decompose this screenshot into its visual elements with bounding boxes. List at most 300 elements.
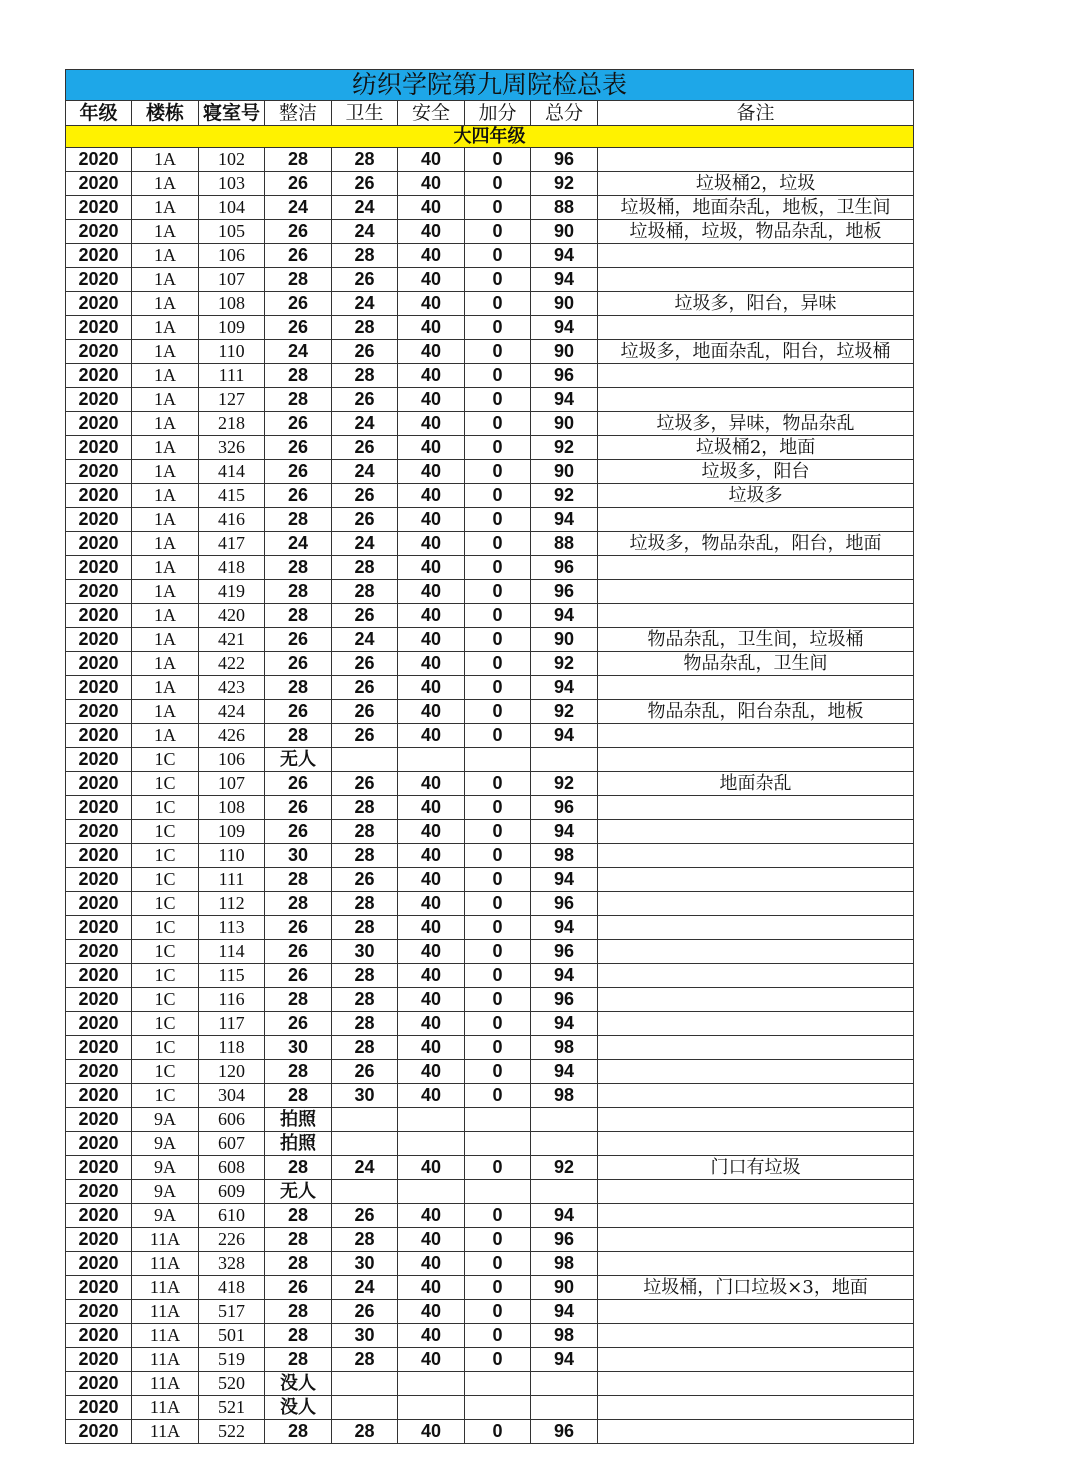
- cell-bonus[interactable]: 0: [465, 484, 531, 508]
- cell-tidiness[interactable]: 30: [265, 1036, 332, 1060]
- cell-remarks[interactable]: 垃圾多，阳台，异味: [598, 292, 914, 316]
- cell-total[interactable]: 94: [531, 508, 598, 532]
- cell-remarks[interactable]: 垃圾多，物品杂乱，阳台，地面: [598, 532, 914, 556]
- cell-bonus[interactable]: 0: [465, 556, 531, 580]
- cell-grade[interactable]: 2020: [66, 892, 132, 916]
- cell-room[interactable]: 102: [199, 148, 265, 172]
- header-cell-remarks[interactable]: 备注: [598, 101, 914, 126]
- header-cell-bonus[interactable]: 加分: [465, 101, 531, 126]
- cell-remarks[interactable]: [598, 580, 914, 604]
- cell-hygiene[interactable]: 28: [332, 244, 398, 268]
- cell-total[interactable]: 90: [531, 412, 598, 436]
- cell-hygiene[interactable]: 26: [332, 388, 398, 412]
- cell-safety[interactable]: 40: [398, 796, 465, 820]
- cell-total[interactable]: 94: [531, 724, 598, 748]
- cell-remarks[interactable]: [598, 1108, 914, 1132]
- cell-remarks[interactable]: [598, 892, 914, 916]
- header-cell-room[interactable]: 寝室号: [199, 101, 265, 126]
- cell-safety[interactable]: 40: [398, 556, 465, 580]
- cell-hygiene[interactable]: 28: [332, 964, 398, 988]
- cell-remarks[interactable]: [598, 244, 914, 268]
- cell-grade[interactable]: 2020: [66, 340, 132, 364]
- cell-safety[interactable]: 40: [398, 1300, 465, 1324]
- cell-safety[interactable]: [398, 1132, 465, 1156]
- cell-grade[interactable]: 2020: [66, 1228, 132, 1252]
- cell-tidiness[interactable]: 28: [265, 1420, 332, 1444]
- cell-tidiness[interactable]: 28: [265, 1324, 332, 1348]
- cell-building[interactable]: 11A: [132, 1300, 199, 1324]
- cell-room[interactable]: 106: [199, 748, 265, 772]
- cell-bonus[interactable]: 0: [465, 436, 531, 460]
- cell-grade[interactable]: 2020: [66, 700, 132, 724]
- cell-total[interactable]: [531, 1108, 598, 1132]
- cell-grade[interactable]: 2020: [66, 1204, 132, 1228]
- cell-hygiene[interactable]: 26: [332, 484, 398, 508]
- cell-total[interactable]: 88: [531, 196, 598, 220]
- cell-safety[interactable]: 40: [398, 1252, 465, 1276]
- cell-room[interactable]: 426: [199, 724, 265, 748]
- cell-remarks[interactable]: [598, 964, 914, 988]
- cell-bonus[interactable]: 0: [465, 1012, 531, 1036]
- cell-total[interactable]: 94: [531, 916, 598, 940]
- cell-remarks[interactable]: [598, 1396, 914, 1420]
- cell-safety[interactable]: 40: [398, 580, 465, 604]
- cell-tidiness[interactable]: 26: [265, 436, 332, 460]
- cell-grade[interactable]: 2020: [66, 724, 132, 748]
- cell-hygiene[interactable]: 24: [332, 196, 398, 220]
- cell-building[interactable]: 1A: [132, 292, 199, 316]
- cell-remarks[interactable]: [598, 916, 914, 940]
- cell-hygiene[interactable]: 26: [332, 340, 398, 364]
- cell-building[interactable]: 1A: [132, 412, 199, 436]
- cell-room[interactable]: 109: [199, 316, 265, 340]
- cell-safety[interactable]: 40: [398, 1276, 465, 1300]
- cell-grade[interactable]: 2020: [66, 196, 132, 220]
- cell-tidiness[interactable]: 28: [265, 1204, 332, 1228]
- cell-safety[interactable]: 40: [398, 1084, 465, 1108]
- cell-building[interactable]: 1C: [132, 1084, 199, 1108]
- cell-building[interactable]: 1C: [132, 844, 199, 868]
- cell-safety[interactable]: 40: [398, 460, 465, 484]
- cell-room[interactable]: 112: [199, 892, 265, 916]
- cell-hygiene[interactable]: 26: [332, 868, 398, 892]
- cell-remarks[interactable]: [598, 604, 914, 628]
- cell-building[interactable]: 11A: [132, 1372, 199, 1396]
- cell-remarks[interactable]: [598, 1372, 914, 1396]
- cell-total[interactable]: 96: [531, 580, 598, 604]
- cell-total[interactable]: 92: [531, 172, 598, 196]
- cell-building[interactable]: 1A: [132, 148, 199, 172]
- cell-grade[interactable]: 2020: [66, 772, 132, 796]
- cell-remarks[interactable]: 物品杂乱，阳台杂乱，地板: [598, 700, 914, 724]
- cell-remarks[interactable]: [598, 268, 914, 292]
- cell-hygiene[interactable]: 24: [332, 292, 398, 316]
- cell-safety[interactable]: 40: [398, 604, 465, 628]
- cell-safety[interactable]: 40: [398, 244, 465, 268]
- cell-tidiness[interactable]: 26: [265, 460, 332, 484]
- cell-tidiness[interactable]: 没人: [265, 1372, 332, 1396]
- cell-room[interactable]: 104: [199, 196, 265, 220]
- cell-bonus[interactable]: [465, 1372, 531, 1396]
- cell-tidiness[interactable]: 28: [265, 1252, 332, 1276]
- cell-bonus[interactable]: 0: [465, 508, 531, 532]
- cell-total[interactable]: [531, 748, 598, 772]
- cell-safety[interactable]: 40: [398, 988, 465, 1012]
- cell-remarks[interactable]: [598, 316, 914, 340]
- cell-grade[interactable]: 2020: [66, 652, 132, 676]
- cell-bonus[interactable]: 0: [465, 1252, 531, 1276]
- cell-bonus[interactable]: 0: [465, 268, 531, 292]
- cell-hygiene[interactable]: [332, 1108, 398, 1132]
- cell-room[interactable]: 606: [199, 1108, 265, 1132]
- cell-building[interactable]: 9A: [132, 1180, 199, 1204]
- cell-grade[interactable]: 2020: [66, 1084, 132, 1108]
- cell-safety[interactable]: 40: [398, 220, 465, 244]
- cell-total[interactable]: 90: [531, 460, 598, 484]
- cell-grade[interactable]: 2020: [66, 436, 132, 460]
- cell-bonus[interactable]: 0: [465, 1324, 531, 1348]
- cell-safety[interactable]: 40: [398, 340, 465, 364]
- cell-safety[interactable]: 40: [398, 484, 465, 508]
- cell-hygiene[interactable]: 24: [332, 412, 398, 436]
- cell-bonus[interactable]: 0: [465, 892, 531, 916]
- cell-remarks[interactable]: [598, 724, 914, 748]
- cell-building[interactable]: 11A: [132, 1420, 199, 1444]
- cell-room[interactable]: 105: [199, 220, 265, 244]
- cell-grade[interactable]: 2020: [66, 676, 132, 700]
- cell-room[interactable]: 607: [199, 1132, 265, 1156]
- cell-hygiene[interactable]: 28: [332, 1420, 398, 1444]
- cell-hygiene[interactable]: 24: [332, 628, 398, 652]
- cell-hygiene[interactable]: 26: [332, 1204, 398, 1228]
- cell-tidiness[interactable]: 26: [265, 628, 332, 652]
- cell-room[interactable]: 107: [199, 268, 265, 292]
- cell-grade[interactable]: 2020: [66, 388, 132, 412]
- cell-grade[interactable]: 2020: [66, 1132, 132, 1156]
- cell-total[interactable]: 94: [531, 1012, 598, 1036]
- cell-grade[interactable]: 2020: [66, 796, 132, 820]
- cell-remarks[interactable]: [598, 1084, 914, 1108]
- cell-remarks[interactable]: 垃圾桶，垃圾，物品杂乱，地板: [598, 220, 914, 244]
- cell-grade[interactable]: 2020: [66, 1108, 132, 1132]
- cell-hygiene[interactable]: 24: [332, 220, 398, 244]
- cell-hygiene[interactable]: 28: [332, 1012, 398, 1036]
- cell-remarks[interactable]: [598, 1036, 914, 1060]
- cell-total[interactable]: 98: [531, 1324, 598, 1348]
- cell-total[interactable]: 94: [531, 244, 598, 268]
- cell-bonus[interactable]: 0: [465, 796, 531, 820]
- cell-tidiness[interactable]: 26: [265, 316, 332, 340]
- cell-room[interactable]: 115: [199, 964, 265, 988]
- cell-grade[interactable]: 2020: [66, 1348, 132, 1372]
- cell-room[interactable]: 501: [199, 1324, 265, 1348]
- cell-room[interactable]: 304: [199, 1084, 265, 1108]
- cell-safety[interactable]: 40: [398, 316, 465, 340]
- cell-building[interactable]: 11A: [132, 1228, 199, 1252]
- cell-room[interactable]: 610: [199, 1204, 265, 1228]
- cell-safety[interactable]: 40: [398, 268, 465, 292]
- cell-remarks[interactable]: 物品杂乱，卫生间: [598, 652, 914, 676]
- cell-hygiene[interactable]: 28: [332, 1348, 398, 1372]
- cell-safety[interactable]: 40: [398, 1204, 465, 1228]
- cell-remarks[interactable]: [598, 508, 914, 532]
- cell-building[interactable]: 1C: [132, 940, 199, 964]
- header-cell-tidiness[interactable]: 整洁: [265, 101, 332, 126]
- cell-room[interactable]: 111: [199, 364, 265, 388]
- cell-grade[interactable]: 2020: [66, 412, 132, 436]
- cell-hygiene[interactable]: 26: [332, 604, 398, 628]
- cell-grade[interactable]: 2020: [66, 988, 132, 1012]
- cell-safety[interactable]: 40: [398, 364, 465, 388]
- cell-building[interactable]: 11A: [132, 1252, 199, 1276]
- cell-hygiene[interactable]: 28: [332, 580, 398, 604]
- cell-tidiness[interactable]: 26: [265, 1276, 332, 1300]
- cell-room[interactable]: 422: [199, 652, 265, 676]
- cell-bonus[interactable]: [465, 1132, 531, 1156]
- cell-hygiene[interactable]: [332, 1132, 398, 1156]
- cell-remarks[interactable]: 物品杂乱，卫生间，垃圾桶: [598, 628, 914, 652]
- cell-room[interactable]: 417: [199, 532, 265, 556]
- cell-remarks[interactable]: [598, 1300, 914, 1324]
- cell-total[interactable]: 92: [531, 436, 598, 460]
- cell-bonus[interactable]: 0: [465, 220, 531, 244]
- cell-building[interactable]: 1A: [132, 580, 199, 604]
- cell-safety[interactable]: 40: [398, 196, 465, 220]
- cell-hygiene[interactable]: 28: [332, 988, 398, 1012]
- cell-grade[interactable]: 2020: [66, 244, 132, 268]
- cell-total[interactable]: 90: [531, 1276, 598, 1300]
- cell-tidiness[interactable]: 26: [265, 292, 332, 316]
- cell-hygiene[interactable]: 28: [332, 916, 398, 940]
- cell-safety[interactable]: 40: [398, 724, 465, 748]
- cell-safety[interactable]: 40: [398, 172, 465, 196]
- cell-total[interactable]: 94: [531, 316, 598, 340]
- cell-tidiness[interactable]: 28: [265, 508, 332, 532]
- header-cell-safety[interactable]: 安全: [398, 101, 465, 126]
- cell-bonus[interactable]: 0: [465, 820, 531, 844]
- cell-room[interactable]: 418: [199, 556, 265, 580]
- cell-remarks[interactable]: [598, 748, 914, 772]
- cell-bonus[interactable]: 0: [465, 172, 531, 196]
- cell-bonus[interactable]: 0: [465, 628, 531, 652]
- cell-room[interactable]: 419: [199, 580, 265, 604]
- cell-grade[interactable]: 2020: [66, 940, 132, 964]
- cell-hygiene[interactable]: 24: [332, 1276, 398, 1300]
- cell-room[interactable]: 110: [199, 844, 265, 868]
- cell-grade[interactable]: 2020: [66, 1036, 132, 1060]
- cell-remarks[interactable]: 地面杂乱: [598, 772, 914, 796]
- cell-total[interactable]: 90: [531, 292, 598, 316]
- cell-total[interactable]: 92: [531, 1156, 598, 1180]
- cell-room[interactable]: 418: [199, 1276, 265, 1300]
- cell-bonus[interactable]: 0: [465, 916, 531, 940]
- cell-grade[interactable]: 2020: [66, 1276, 132, 1300]
- cell-building[interactable]: 1C: [132, 988, 199, 1012]
- cell-tidiness[interactable]: 28: [265, 1348, 332, 1372]
- cell-grade[interactable]: 2020: [66, 220, 132, 244]
- cell-safety[interactable]: [398, 1180, 465, 1204]
- cell-safety[interactable]: 40: [398, 940, 465, 964]
- cell-tidiness[interactable]: 拍照: [265, 1132, 332, 1156]
- cell-hygiene[interactable]: 28: [332, 844, 398, 868]
- cell-total[interactable]: 90: [531, 220, 598, 244]
- cell-bonus[interactable]: 0: [465, 196, 531, 220]
- cell-grade[interactable]: 2020: [66, 1252, 132, 1276]
- cell-room[interactable]: 120: [199, 1060, 265, 1084]
- cell-building[interactable]: 1A: [132, 508, 199, 532]
- cell-room[interactable]: 609: [199, 1180, 265, 1204]
- cell-safety[interactable]: 40: [398, 868, 465, 892]
- cell-room[interactable]: 113: [199, 916, 265, 940]
- cell-building[interactable]: 1A: [132, 532, 199, 556]
- cell-safety[interactable]: 40: [398, 652, 465, 676]
- cell-building[interactable]: 9A: [132, 1156, 199, 1180]
- cell-room[interactable]: 326: [199, 436, 265, 460]
- cell-safety[interactable]: 40: [398, 1324, 465, 1348]
- cell-total[interactable]: 94: [531, 676, 598, 700]
- cell-total[interactable]: 96: [531, 892, 598, 916]
- cell-building[interactable]: 1A: [132, 628, 199, 652]
- cell-safety[interactable]: [398, 1108, 465, 1132]
- cell-remarks[interactable]: 垃圾多，地面杂乱，阳台，垃圾桶: [598, 340, 914, 364]
- cell-room[interactable]: 424: [199, 700, 265, 724]
- cell-grade[interactable]: 2020: [66, 1156, 132, 1180]
- cell-safety[interactable]: 40: [398, 412, 465, 436]
- cell-bonus[interactable]: 0: [465, 604, 531, 628]
- cell-hygiene[interactable]: 26: [332, 772, 398, 796]
- cell-room[interactable]: 111: [199, 868, 265, 892]
- cell-building[interactable]: 1A: [132, 460, 199, 484]
- cell-safety[interactable]: 40: [398, 388, 465, 412]
- cell-total[interactable]: 98: [531, 1084, 598, 1108]
- cell-building[interactable]: 11A: [132, 1276, 199, 1300]
- cell-total[interactable]: 98: [531, 1252, 598, 1276]
- header-cell-grade[interactable]: 年级: [66, 101, 132, 126]
- cell-safety[interactable]: 40: [398, 292, 465, 316]
- cell-total[interactable]: 94: [531, 1060, 598, 1084]
- cell-room[interactable]: 110: [199, 340, 265, 364]
- cell-hygiene[interactable]: 28: [332, 820, 398, 844]
- cell-hygiene[interactable]: 30: [332, 1084, 398, 1108]
- cell-bonus[interactable]: 0: [465, 868, 531, 892]
- cell-tidiness[interactable]: 26: [265, 940, 332, 964]
- cell-total[interactable]: 94: [531, 868, 598, 892]
- cell-hygiene[interactable]: 28: [332, 364, 398, 388]
- cell-total[interactable]: 90: [531, 628, 598, 652]
- cell-bonus[interactable]: 0: [465, 676, 531, 700]
- cell-room[interactable]: 416: [199, 508, 265, 532]
- cell-remarks[interactable]: [598, 820, 914, 844]
- cell-hygiene[interactable]: 26: [332, 724, 398, 748]
- cell-building[interactable]: 1A: [132, 316, 199, 340]
- cell-bonus[interactable]: [465, 748, 531, 772]
- cell-grade[interactable]: 2020: [66, 316, 132, 340]
- cell-safety[interactable]: 40: [398, 148, 465, 172]
- cell-hygiene[interactable]: [332, 748, 398, 772]
- cell-grade[interactable]: 2020: [66, 964, 132, 988]
- cell-hygiene[interactable]: 26: [332, 172, 398, 196]
- cell-remarks[interactable]: [598, 388, 914, 412]
- cell-total[interactable]: 94: [531, 964, 598, 988]
- cell-building[interactable]: 1C: [132, 892, 199, 916]
- cell-tidiness[interactable]: 28: [265, 1228, 332, 1252]
- cell-grade[interactable]: 2020: [66, 844, 132, 868]
- cell-bonus[interactable]: 0: [465, 292, 531, 316]
- cell-grade[interactable]: 2020: [66, 628, 132, 652]
- cell-total[interactable]: 94: [531, 1348, 598, 1372]
- cell-room[interactable]: 109: [199, 820, 265, 844]
- cell-room[interactable]: 420: [199, 604, 265, 628]
- cell-tidiness[interactable]: 26: [265, 1012, 332, 1036]
- cell-grade[interactable]: 2020: [66, 580, 132, 604]
- cell-grade[interactable]: 2020: [66, 1324, 132, 1348]
- cell-hygiene[interactable]: 26: [332, 508, 398, 532]
- cell-room[interactable]: 108: [199, 292, 265, 316]
- cell-grade[interactable]: 2020: [66, 1420, 132, 1444]
- cell-total[interactable]: 92: [531, 772, 598, 796]
- cell-tidiness[interactable]: 26: [265, 172, 332, 196]
- cell-room[interactable]: 415: [199, 484, 265, 508]
- cell-hygiene[interactable]: 26: [332, 1300, 398, 1324]
- cell-hygiene[interactable]: 30: [332, 1324, 398, 1348]
- cell-room[interactable]: 116: [199, 988, 265, 1012]
- cell-remarks[interactable]: [598, 1420, 914, 1444]
- cell-tidiness[interactable]: 26: [265, 916, 332, 940]
- cell-hygiene[interactable]: 28: [332, 1228, 398, 1252]
- cell-tidiness[interactable]: 无人: [265, 1180, 332, 1204]
- cell-safety[interactable]: 40: [398, 820, 465, 844]
- cell-remarks[interactable]: 垃圾桶，地面杂乱，地板，卫生间: [598, 196, 914, 220]
- cell-total[interactable]: 90: [531, 340, 598, 364]
- cell-tidiness[interactable]: 28: [265, 580, 332, 604]
- cell-building[interactable]: 1A: [132, 724, 199, 748]
- cell-bonus[interactable]: 0: [465, 652, 531, 676]
- cell-remarks[interactable]: [598, 1180, 914, 1204]
- cell-hygiene[interactable]: 26: [332, 676, 398, 700]
- cell-total[interactable]: 96: [531, 796, 598, 820]
- cell-bonus[interactable]: 0: [465, 844, 531, 868]
- cell-remarks[interactable]: [598, 796, 914, 820]
- cell-grade[interactable]: 2020: [66, 148, 132, 172]
- cell-tidiness[interactable]: 26: [265, 772, 332, 796]
- cell-bonus[interactable]: [465, 1108, 531, 1132]
- cell-total[interactable]: [531, 1132, 598, 1156]
- section-label[interactable]: 大四年级: [66, 126, 914, 148]
- cell-grade[interactable]: 2020: [66, 868, 132, 892]
- cell-remarks[interactable]: 垃圾桶2，垃圾: [598, 172, 914, 196]
- cell-safety[interactable]: [398, 748, 465, 772]
- cell-tidiness[interactable]: 26: [265, 412, 332, 436]
- cell-grade[interactable]: 2020: [66, 1060, 132, 1084]
- cell-total[interactable]: 92: [531, 652, 598, 676]
- cell-safety[interactable]: 40: [398, 1228, 465, 1252]
- cell-remarks[interactable]: 垃圾多，阳台: [598, 460, 914, 484]
- cell-safety[interactable]: 40: [398, 1420, 465, 1444]
- cell-building[interactable]: 1A: [132, 364, 199, 388]
- cell-building[interactable]: 1A: [132, 436, 199, 460]
- cell-safety[interactable]: 40: [398, 916, 465, 940]
- cell-grade[interactable]: 2020: [66, 460, 132, 484]
- cell-total[interactable]: [531, 1372, 598, 1396]
- cell-building[interactable]: 1C: [132, 748, 199, 772]
- cell-tidiness[interactable]: 28: [265, 988, 332, 1012]
- cell-grade[interactable]: 2020: [66, 484, 132, 508]
- cell-total[interactable]: 98: [531, 844, 598, 868]
- cell-tidiness[interactable]: 没人: [265, 1396, 332, 1420]
- cell-building[interactable]: 1A: [132, 676, 199, 700]
- cell-room[interactable]: 127: [199, 388, 265, 412]
- cell-total[interactable]: 96: [531, 988, 598, 1012]
